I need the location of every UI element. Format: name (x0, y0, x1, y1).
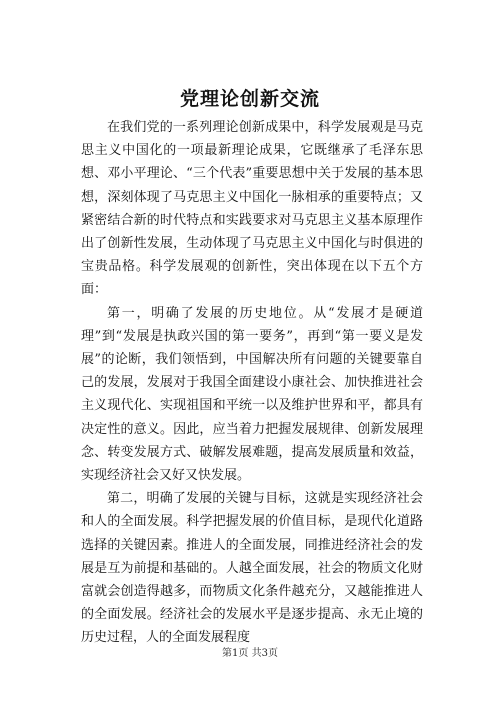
page-footer: 第1页 共3页 (222, 648, 278, 659)
paragraph-second-point: 第二，明确了发展的关键与目标，这就是实现经济社会和人的全面发展。科学把握发展的价值目标，是现代化道路选择的关键因素。推进人的全面发展，同推进经济社会的发展是互为前提和基础的。人越全面发展，社会的物质文化财富就会创造得越多，而物质文化条件越充分，又越能推进人的全面发展。经济社会的发展水平是逐步提高、永无止境的历史过程，人的全面发展程度 (81, 491, 423, 646)
document-body (81, 116, 423, 650)
document-title: 党理论创新交流 (179, 88, 320, 110)
paragraph-intro: 在我们党的一系列理论创新成果中，科学发展观是马克思主义中国化的一项最新理论成果，它既继承了毛泽东思想、邓小平理论、“三个代表”重要思想中关于发展的基本思想，深刻体现了马克思主义中国化一脉相承的重要特点；又紧密结合新的时代特点和实践要求对马克思主义基本原理作出了创新性发展，生动体现了马克思主义中国化与时俱进的宝贵品格。科学发展观的创新性，突出体现在以下五个方面： (81, 120, 423, 298)
paragraph-first-point: 第一，明确了发展的历史地位。从“发展才是硬道理”到“发展是执政兴国的第一要务”，再到“第一要义是发展”的论断，我们领悟到，中国解决所有问题的关键要靠自己的发展，发展对于我国全面建设小康社会、加快推进社会主义现代化、实现祖国和平统一以及维护世界和平，都具有决定性的意义。因此，应当着力把握发展规律、创新发展理念、转变发展方式、破解发展难题，提高发展质量和效益，实现经济社会又好又快发展。 (81, 305, 423, 484)
